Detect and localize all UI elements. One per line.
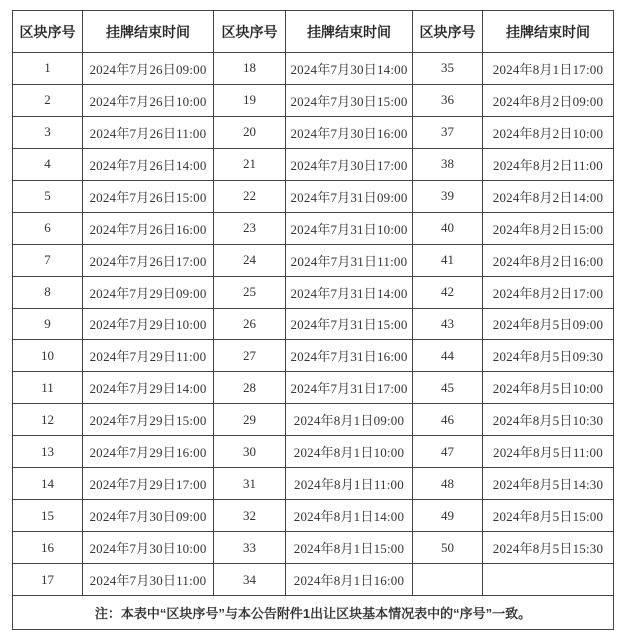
block-no-cell: 38 <box>413 148 483 180</box>
block-no-cell: 27 <box>214 340 286 372</box>
end-time-cell: 2024年7月29日11:00 <box>83 340 214 372</box>
header-block-no-3: 区块序号 <box>413 11 483 53</box>
end-time-cell: 2024年7月31日15:00 <box>286 308 413 340</box>
end-time-cell: 2024年7月29日09:00 <box>83 276 214 308</box>
end-time-cell: 2024年7月31日16:00 <box>286 340 413 372</box>
block-no-cell: 45 <box>413 372 483 404</box>
header-end-time-2: 挂牌结束时间 <box>286 11 413 53</box>
block-no-cell: 49 <box>413 500 483 532</box>
block-no-cell: 18 <box>214 53 286 85</box>
end-time-cell: 2024年8月5日14:30 <box>483 468 614 500</box>
end-time-cell: 2024年7月29日14:00 <box>83 372 214 404</box>
end-time-cell: 2024年8月5日10:00 <box>483 372 614 404</box>
block-no-cell: 7 <box>13 244 83 276</box>
block-no-cell: 20 <box>214 116 286 148</box>
end-time-cell: 2024年8月1日15:00 <box>286 532 413 564</box>
block-no-cell: 26 <box>214 308 286 340</box>
end-time-cell: 2024年7月30日14:00 <box>286 53 413 85</box>
end-time-cell: 2024年8月2日10:00 <box>483 116 614 148</box>
end-time-cell: 2024年7月29日17:00 <box>83 468 214 500</box>
block-no-cell: 30 <box>214 436 286 468</box>
end-time-cell: 2024年7月30日16:00 <box>286 116 413 148</box>
block-no-cell: 32 <box>214 500 286 532</box>
block-no-cell: 39 <box>413 180 483 212</box>
end-time-cell: 2024年7月30日11:00 <box>83 564 214 596</box>
end-time-cell: 2024年8月1日11:00 <box>286 468 413 500</box>
block-no-cell <box>413 564 483 596</box>
table-row <box>13 532 614 564</box>
end-time-cell: 2024年7月31日11:00 <box>286 244 413 276</box>
block-no-cell: 23 <box>214 212 286 244</box>
table-row <box>13 276 614 308</box>
table-row <box>13 404 614 436</box>
end-time-cell: 2024年8月1日14:00 <box>286 500 413 532</box>
end-time-cell: 2024年8月5日09:30 <box>483 340 614 372</box>
block-no-cell: 24 <box>214 244 286 276</box>
block-no-cell: 13 <box>13 436 83 468</box>
end-time-cell: 2024年7月26日09:00 <box>83 53 214 85</box>
table-row <box>13 84 614 116</box>
end-time-cell: 2024年7月29日15:00 <box>83 404 214 436</box>
block-no-cell: 6 <box>13 212 83 244</box>
table-row <box>13 372 614 404</box>
header-block-no-1: 区块序号 <box>13 11 83 53</box>
block-no-cell: 48 <box>413 468 483 500</box>
end-time-cell: 2024年7月29日10:00 <box>83 308 214 340</box>
end-time-cell: 2024年8月5日11:00 <box>483 436 614 468</box>
block-no-cell: 50 <box>413 532 483 564</box>
end-time-cell: 2024年7月29日16:00 <box>83 436 214 468</box>
end-time-cell: 2024年7月26日14:00 <box>83 148 214 180</box>
block-no-cell: 31 <box>214 468 286 500</box>
block-no-cell: 21 <box>214 148 286 180</box>
end-time-cell: 2024年8月1日16:00 <box>286 564 413 596</box>
end-time-cell <box>483 564 614 596</box>
end-time-cell: 2024年7月26日16:00 <box>83 212 214 244</box>
note-text: 注：本表中“区块序号”与本公告附件1出让区块基本情况表中的“序号”一致。 <box>13 596 614 630</box>
table-row <box>13 53 614 85</box>
end-time-cell: 2024年8月1日17:00 <box>483 53 614 85</box>
block-no-cell: 5 <box>13 180 83 212</box>
block-no-cell: 17 <box>13 564 83 596</box>
block-no-cell: 46 <box>413 404 483 436</box>
table-row <box>13 436 614 468</box>
block-no-cell: 41 <box>413 244 483 276</box>
block-no-cell: 12 <box>13 404 83 436</box>
block-no-cell: 1 <box>13 53 83 85</box>
end-time-cell: 2024年8月2日09:00 <box>483 84 614 116</box>
end-time-cell: 2024年7月26日17:00 <box>83 244 214 276</box>
end-time-cell: 2024年8月2日17:00 <box>483 276 614 308</box>
end-time-cell: 2024年8月5日15:30 <box>483 532 614 564</box>
end-time-cell: 2024年8月5日15:00 <box>483 500 614 532</box>
end-time-cell: 2024年7月26日15:00 <box>83 180 214 212</box>
end-time-cell: 2024年8月5日09:00 <box>483 308 614 340</box>
table-row <box>13 116 614 148</box>
block-no-cell: 9 <box>13 308 83 340</box>
block-no-cell: 14 <box>13 468 83 500</box>
block-no-cell: 11 <box>13 372 83 404</box>
end-time-cell: 2024年7月30日17:00 <box>286 148 413 180</box>
table-row <box>13 564 614 596</box>
end-time-cell: 2024年7月30日10:00 <box>83 532 214 564</box>
block-listing-end-time-table <box>12 10 614 630</box>
end-time-cell: 2024年7月26日11:00 <box>83 116 214 148</box>
block-no-cell: 37 <box>413 116 483 148</box>
header-row <box>13 11 614 53</box>
table-row <box>13 212 614 244</box>
block-no-cell: 4 <box>13 148 83 180</box>
table-row <box>13 340 614 372</box>
table-row <box>13 308 614 340</box>
table-row <box>13 148 614 180</box>
header-block-no-2: 区块序号 <box>214 11 286 53</box>
table-row <box>13 180 614 212</box>
block-no-cell: 16 <box>13 532 83 564</box>
block-no-cell: 2 <box>13 84 83 116</box>
table-row <box>13 500 614 532</box>
table-row <box>13 244 614 276</box>
end-time-cell: 2024年7月30日15:00 <box>286 84 413 116</box>
end-time-cell: 2024年8月1日09:00 <box>286 404 413 436</box>
block-no-cell: 47 <box>413 436 483 468</box>
end-time-cell: 2024年7月30日09:00 <box>83 500 214 532</box>
end-time-cell: 2024年8月2日14:00 <box>483 180 614 212</box>
block-no-cell: 8 <box>13 276 83 308</box>
end-time-cell: 2024年7月31日09:00 <box>286 180 413 212</box>
block-no-cell: 15 <box>13 500 83 532</box>
block-no-cell: 10 <box>13 340 83 372</box>
block-no-cell: 29 <box>214 404 286 436</box>
block-no-cell: 33 <box>214 532 286 564</box>
block-no-cell: 25 <box>214 276 286 308</box>
block-no-cell: 3 <box>13 116 83 148</box>
end-time-cell: 2024年7月31日17:00 <box>286 372 413 404</box>
end-time-cell: 2024年7月31日14:00 <box>286 276 413 308</box>
note-row <box>13 596 614 630</box>
end-time-cell: 2024年7月26日10:00 <box>83 84 214 116</box>
block-no-cell: 44 <box>413 340 483 372</box>
block-no-cell: 19 <box>214 84 286 116</box>
block-no-cell: 40 <box>413 212 483 244</box>
block-no-cell: 34 <box>214 564 286 596</box>
end-time-cell: 2024年8月2日11:00 <box>483 148 614 180</box>
block-no-cell: 28 <box>214 372 286 404</box>
end-time-cell: 2024年7月31日10:00 <box>286 212 413 244</box>
end-time-cell: 2024年8月5日10:30 <box>483 404 614 436</box>
table-row <box>13 468 614 500</box>
end-time-cell: 2024年8月2日15:00 <box>483 212 614 244</box>
block-no-cell: 36 <box>413 84 483 116</box>
table-body <box>13 53 614 596</box>
block-no-cell: 22 <box>214 180 286 212</box>
block-no-cell: 35 <box>413 53 483 85</box>
header-end-time-3: 挂牌结束时间 <box>483 11 614 53</box>
block-no-cell: 42 <box>413 276 483 308</box>
header-end-time-1: 挂牌结束时间 <box>83 11 214 53</box>
end-time-cell: 2024年8月1日10:00 <box>286 436 413 468</box>
block-no-cell: 43 <box>413 308 483 340</box>
end-time-cell: 2024年8月2日16:00 <box>483 244 614 276</box>
